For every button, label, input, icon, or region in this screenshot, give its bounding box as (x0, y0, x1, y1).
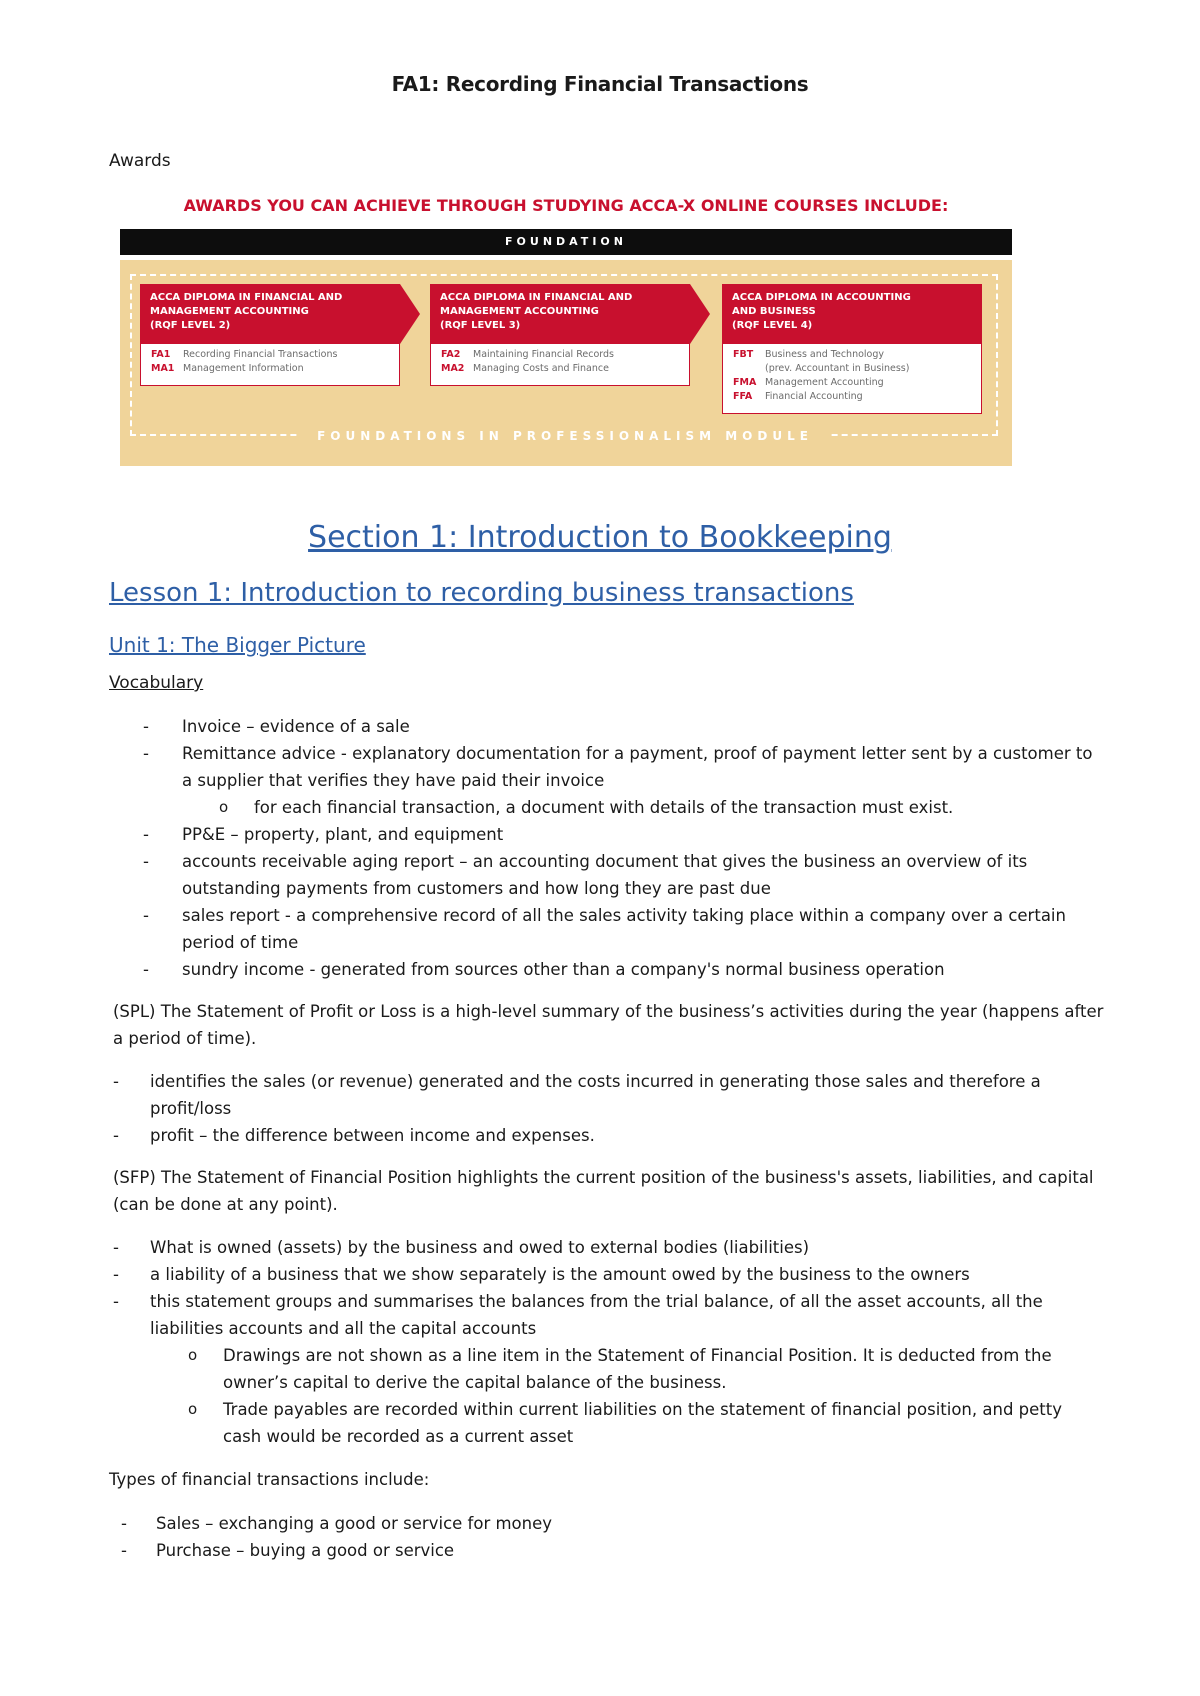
bullet-dash: - (143, 852, 149, 871)
spl-item-continued: profit/loss (150, 1099, 232, 1118)
sfp-item-continued: liabilities accounts and all the capital accounts (150, 1319, 537, 1338)
award-card-level-3 (430, 284, 690, 384)
bullet-dash: - (143, 744, 149, 763)
awards-graphic (118, 196, 1014, 472)
paper-name: Business and Technology (765, 349, 885, 360)
bullet-dash: - (113, 1238, 119, 1257)
paper-row (441, 348, 679, 362)
award-card-title-line: MANAGEMENT ACCOUNTING (440, 306, 599, 317)
award-card-papers (430, 344, 690, 386)
bullet-dash: - (143, 960, 149, 979)
award-card-title-line: AND BUSINESS (732, 306, 816, 317)
paper-name: Financial Accounting (765, 391, 863, 402)
bullet-dash: - (143, 906, 149, 925)
bullet-circle: o (188, 1346, 198, 1364)
paper-row (733, 348, 971, 362)
paper-row (441, 362, 679, 376)
sfp-paragraph-continued: (can be done at any point). (113, 1195, 338, 1214)
vocab-item-continued: outstanding payments from customers and how long they are past due (182, 879, 771, 898)
paper-row (733, 376, 971, 390)
paper-name: Maintaining Financial Records (473, 349, 614, 360)
transaction-type-item: Sales – exchanging a good or service for money (156, 1514, 553, 1533)
paper-name: Recording Financial Transactions (183, 349, 338, 360)
award-card-papers (140, 344, 400, 386)
award-card-title (430, 284, 690, 344)
bullet-dash: - (113, 1126, 119, 1145)
bullet-circle: o (219, 798, 229, 816)
award-card-title-line: ACCA DIPLOMA IN FINANCIAL AND (440, 292, 633, 303)
awards-label: Awards (109, 151, 171, 171)
paper-name: Management Information (183, 363, 304, 374)
paper-code: MA1 (151, 363, 175, 374)
vocab-item: sundry income - generated from sources other than a company's normal business operation (182, 960, 945, 979)
bullet-dash: - (143, 717, 149, 736)
spl-paragraph: (SPL) The Statement of Profit or Loss is a high-level summary of the business’s activities during the year (happens after (113, 1002, 1104, 1021)
bullet-dash: - (121, 1541, 127, 1560)
award-card-title-line: (RQF LEVEL 2) (150, 320, 231, 331)
spl-item: identifies the sales (or revenue) generated and the costs incurred in generating those sales and therefore a (150, 1072, 1041, 1091)
transaction-types-intro: Types of financial transactions include: (109, 1470, 430, 1489)
vocabulary-heading: Vocabulary (109, 673, 204, 693)
paper-code: FFA (733, 391, 753, 402)
sfp-paragraph: (SFP) The Statement of Financial Position highlights the current position of the business's assets, liabilities, and capital (113, 1168, 1094, 1187)
bullet-dash: - (113, 1072, 119, 1091)
lesson-heading: Lesson 1: Introduction to recording business transactions (109, 578, 854, 608)
paper-code: FMA (733, 377, 757, 388)
award-card-papers (722, 344, 982, 414)
paper-code: FBT (733, 349, 754, 360)
vocab-item: Remittance advice - explanatory documentation for a payment, proof of payment letter sent by a customer to (182, 744, 1093, 763)
vocab-item: accounts receivable aging report – an accounting document that gives the business an overview of its (182, 852, 1028, 871)
vocab-item-continued: a supplier that verifies they have paid their invoice (182, 771, 605, 790)
award-card-level-2 (140, 284, 400, 384)
document-title: FA1: Recording Financial Transactions (391, 72, 809, 96)
paper-code: FA2 (441, 349, 461, 360)
sfp-subitem-continued: cash would be recorded as a current asset (223, 1427, 574, 1446)
award-card-level-4 (722, 284, 982, 402)
sfp-subitem: Trade payables are recorded within current liabilities on the statement of financial position, and petty (223, 1400, 1062, 1419)
paper-row (733, 390, 971, 404)
paper-row (733, 362, 971, 376)
award-card-title-line: (RQF LEVEL 4) (732, 320, 813, 331)
award-card-title (722, 284, 982, 344)
transaction-type-item: Purchase – buying a good or service (156, 1541, 455, 1560)
bullet-dash: - (113, 1265, 119, 1284)
award-card-title-line: MANAGEMENT ACCOUNTING (150, 306, 309, 317)
professionalism-module-label: FOUNDATIONS IN PROFESSIONALISM MODULE (300, 425, 830, 447)
paper-name: Management Accounting (765, 377, 884, 388)
foundation-panel (120, 260, 1012, 466)
sfp-subitem: Drawings are not shown as a line item in the Statement of Financial Position. It is deducted from the (223, 1346, 1052, 1365)
paper-name: Managing Costs and Finance (473, 363, 609, 374)
paper-row (151, 362, 389, 376)
unit-heading: Unit 1: The Bigger Picture (109, 633, 366, 657)
vocab-item: Invoice – evidence of a sale (182, 717, 410, 736)
vocab-item: PP&E – property, plant, and equipment (182, 825, 504, 844)
sfp-item: this statement groups and summarises the balances from the trial balance, of all the asset accounts, all the (150, 1292, 1043, 1311)
bullet-circle: o (188, 1400, 198, 1418)
award-card-title-line: ACCA DIPLOMA IN FINANCIAL AND (150, 292, 343, 303)
vocab-item-continued: period of time (182, 933, 299, 952)
bullet-dash: - (121, 1514, 127, 1533)
section-heading: Section 1: Introduction to Bookkeeping (308, 520, 892, 555)
award-card-title (140, 284, 400, 344)
bullet-dash: - (113, 1292, 119, 1311)
paper-name: (prev. Accountant in Business) (765, 363, 910, 374)
paper-code: MA2 (441, 363, 465, 374)
spl-paragraph-continued: a period of time). (113, 1029, 257, 1048)
paper-code: FA1 (151, 349, 171, 360)
sfp-subitem-continued: owner’s capital to derive the capital balance of the business. (223, 1373, 727, 1392)
sfp-item: What is owned (assets) by the business and owed to external bodies (liabilities) (150, 1238, 810, 1257)
vocab-subitem: for each financial transaction, a document with details of the transaction must exist. (254, 798, 954, 817)
bullet-dash: - (143, 825, 149, 844)
vocab-item: sales report - a comprehensive record of all the sales activity taking place within a company over a certain (182, 906, 1066, 925)
spl-item: profit – the difference between income and expenses. (150, 1126, 595, 1145)
award-card-title-line: ACCA DIPLOMA IN ACCOUNTING (732, 292, 911, 303)
foundation-bar: FOUNDATION (120, 229, 1012, 255)
sfp-item: a liability of a business that we show separately is the amount owed by the business to the owners (150, 1265, 970, 1284)
awards-graphic-heading: AWARDS YOU CAN ACHIEVE THROUGH STUDYING ACCA-X ONLINE COURSES INCLUDE: (183, 196, 949, 215)
award-card-title-line: (RQF LEVEL 3) (440, 320, 521, 331)
paper-row (151, 348, 389, 362)
